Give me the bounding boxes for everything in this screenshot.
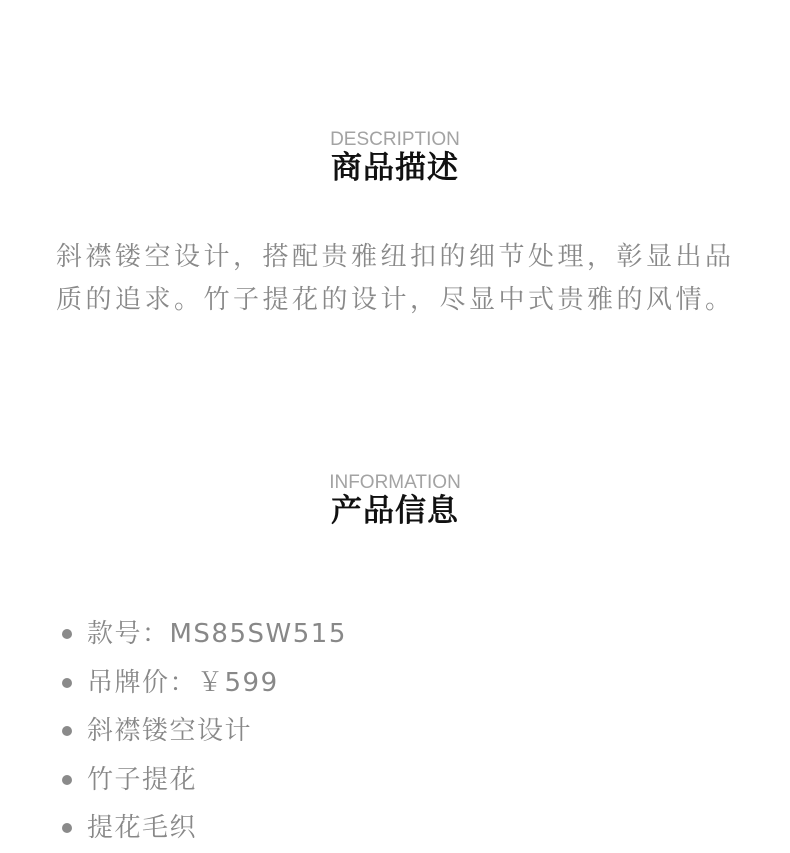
description-eyebrow: DESCRIPTION — [330, 129, 460, 150]
list-item-text: 斜襟镂空设计 — [87, 716, 253, 746]
bullet-dot-icon — [62, 726, 72, 736]
list-item-tag-price — [56, 659, 347, 708]
list-item-pattern — [56, 756, 347, 805]
bullet-dot-icon — [62, 775, 72, 785]
bullet-dot-icon — [62, 629, 72, 639]
description-section-header — [0, 130, 790, 186]
bullet-dot-icon — [62, 823, 72, 833]
list-item-material — [56, 804, 347, 853]
list-item-text: 竹子提花 — [87, 764, 198, 795]
list-item-text: 提花毛织 — [87, 813, 198, 843]
list-item-design — [56, 707, 347, 756]
information-eyebrow: INFORMATION — [329, 472, 461, 493]
information-title: 产品信息 — [331, 493, 459, 529]
description-title: 商品描述 — [331, 150, 459, 186]
product-info-list — [56, 610, 347, 853]
list-item-text: 吊牌价：￥599 — [87, 667, 279, 698]
list-item-text: 款号：MS85SW515 — [87, 619, 347, 649]
information-section-header — [0, 473, 790, 529]
description-body: 斜襟镂空设计，搭配贵雅纽扣的细节处理，彰显出品质的追求。竹子提花的设计，尽显中式贵雅的风情。 — [56, 242, 735, 315]
list-item-style-number — [56, 610, 347, 659]
bullet-dot-icon — [62, 678, 72, 688]
